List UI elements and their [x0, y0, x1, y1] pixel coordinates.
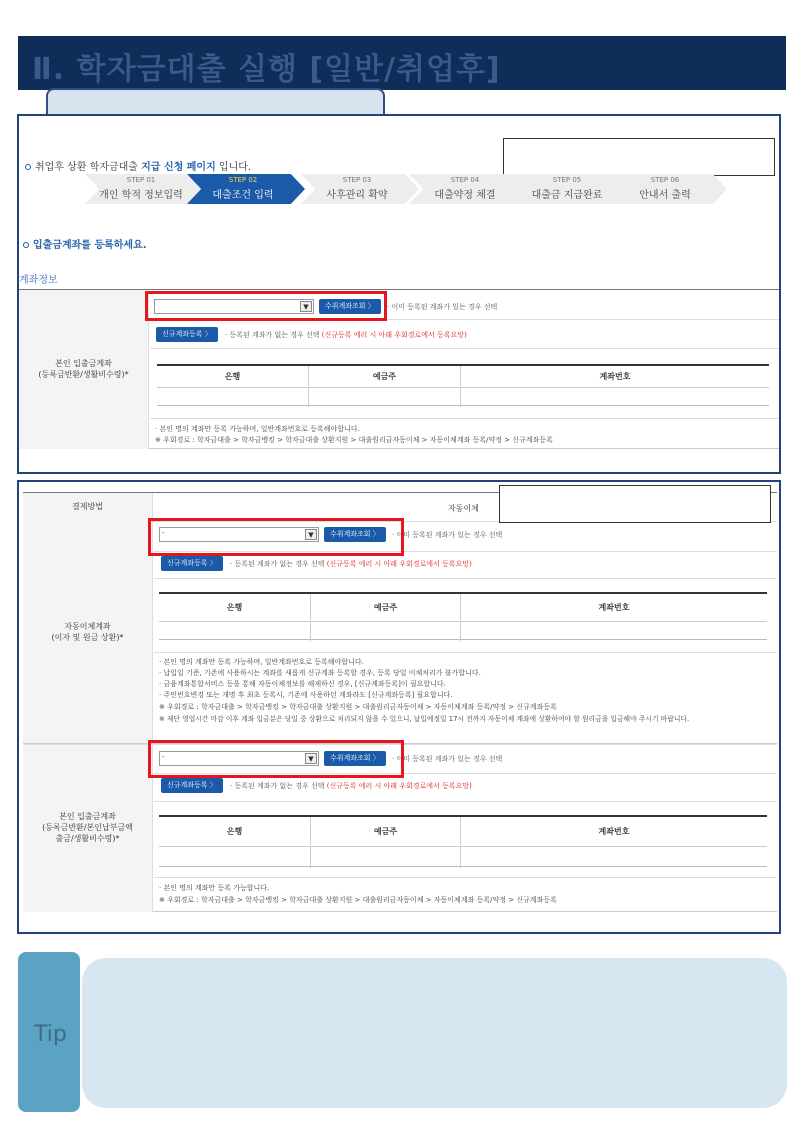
account-info-heading: 계좌정보	[19, 275, 58, 286]
col-account-number: 계좌번호	[598, 826, 630, 836]
holder-cell	[309, 387, 461, 407]
note: · 본인 명의 계좌만 등록 가능합니다.	[159, 884, 270, 892]
divider	[150, 348, 779, 349]
warning-note: ※ 재단 영업시간 마감 이후 계좌 입금분은 당일 중 상환으로 처리되지 않을 수 있으니, 납입예정일 17시 전까지 자동이체 계좌에 상환하여야 할 원리금을 입금해야 주시기 바랍니다.	[159, 715, 690, 723]
bank-cell	[157, 387, 309, 407]
route-note: ※ 우회경로 : 학자금대출 > 학자금뱅킹 > 학자금대출 상환지원 > 대출원리금자동이체 > 자동이체계좌 등록/약정 > 신규계좌등록	[159, 703, 557, 711]
intro-highlight: 지급 신청 페이지	[141, 162, 216, 173]
step-progress: STEP 01 개인 학적 정보입력 STEP 02 대출조건 입력 STEP 03 사후관리 확약 STEP 04 대출약정 체결 STEP 05 대출금 지급완료 STEP 06 안내서 출력	[85, 174, 725, 204]
new-hint: · 등록된 계좌가 없는 경우 선택 (신규등록 에러 시 아래 우회경로에서 등록요망)	[225, 331, 467, 339]
account-number-cell	[461, 621, 767, 641]
highlight-box	[148, 518, 404, 556]
payment-method-label: 결제방법	[23, 493, 153, 522]
lookup-auto-account-button[interactable]: 수취계좌조회 〉	[324, 527, 386, 542]
note: · 주민번호변경 또는 개명 후 최초 등록시, 기존에 사용하던 계좌라도 [신규계좌등록] 필요합니다.	[159, 691, 453, 699]
divider	[154, 801, 777, 802]
note: · 본인 명의 계좌만 등록 가능하며, 일반계좌번호로 등록해야합니다.	[155, 425, 360, 433]
page-title: Ⅱ. 학자금대출 실행 [일반/취업후]	[32, 52, 501, 87]
chevron-down-icon: ▼	[300, 301, 312, 312]
auto-detail-table	[159, 592, 767, 640]
account-table	[19, 289, 779, 449]
new-account2-button[interactable]: 신규계좌등록 〉	[161, 778, 223, 793]
lookup-account2-button[interactable]: 수취계좌조회 〉	[324, 751, 386, 766]
col-bank: 은행	[159, 817, 311, 845]
divider	[154, 877, 777, 878]
bank-cell	[159, 621, 311, 641]
intro-text	[25, 158, 251, 173]
highlight-box	[145, 291, 387, 321]
col-holder: 예금주	[311, 817, 461, 845]
account-label: 본인 입출금계좌 (등록금반환/생활비수령)*	[19, 290, 149, 449]
tip-label: Tip	[34, 1022, 67, 1047]
chevron-down-icon: ▼	[305, 753, 317, 764]
holder-cell	[311, 621, 461, 641]
new-hint: · 등록된 계좌가 없는 경우 선택 (신규등록 에러 시 아래 우회경로에서 등록요망)	[230, 560, 472, 568]
lookup-hint: · 이미 등록된 계좌가 있는 경우 선택	[392, 755, 503, 763]
col-bank: 은행	[157, 366, 309, 386]
account2-select[interactable]: - ▼	[159, 751, 319, 766]
bullet-icon	[25, 164, 31, 170]
col-account-number: 계좌번호	[598, 602, 630, 612]
bullet-icon	[23, 242, 29, 248]
col-holder: 예금주	[309, 366, 461, 386]
intro-suffix: 입니다.	[215, 162, 252, 173]
caption-box	[503, 138, 775, 176]
intro-prefix: 취업후 상환 학자금대출	[35, 162, 142, 173]
payment-method-value: 자동이체	[448, 504, 479, 513]
lookup-account-button[interactable]: 수취계좌조회 〉	[319, 299, 381, 314]
new-hint: · 등록된 계좌가 없는 경우 선택 (신규등록 에러 시 아래 우회경로에서 등록요망)	[230, 782, 472, 790]
account-panel	[17, 114, 781, 474]
divider	[154, 652, 777, 653]
account-detail-table	[157, 364, 769, 406]
account2-detail-table	[159, 815, 767, 867]
caption-box	[499, 485, 771, 523]
tip-panel	[82, 958, 787, 1108]
note: · 금융계좌통합서비스 등을 통해 자동이체정보를 해제하신 경우, [신규계좌등록]이 필요합니다.	[159, 680, 446, 688]
new-account-button[interactable]: 신규계좌등록 〉	[156, 327, 218, 342]
holder-cell	[311, 846, 461, 868]
col-holder: 예금주	[311, 594, 461, 620]
lookup-hint: · 이미 등록된 계좌가 있는 경우 선택	[392, 531, 503, 539]
auto-transfer-label: 자동이체계좌 (이자 및 원금 상환)*	[23, 522, 153, 743]
highlight-box	[148, 740, 404, 778]
route-note: ※ 우회경로 : 학자금대출 > 학자금뱅킹 > 학자금대출 상환지원 > 대출원리금자동이체 > 자동이체계좌 등록/약정 > 신규계좌등록	[159, 896, 557, 904]
account-number-cell	[461, 846, 767, 868]
route-note: ※ 우회경로 : 학자금대출 > 학자금뱅킹 > 학자금대출 상환지원 > 대출원리금자동이체 > 자동이체계좌 등록/약정 > 신규계좌등록	[155, 436, 553, 444]
lookup-hint: · 이미 등록된 계좌가 있는 경우 선택	[387, 303, 498, 311]
payment-panel	[17, 480, 781, 934]
note: · 납입일 기준, 기존에 사용하시는 계좌를 새롭게 신규계좌 등록할 경우, 등록 당일 이체처리가 불가합니다.	[159, 669, 481, 677]
account-number-cell	[461, 387, 769, 407]
account2-label: 본인 입출금계좌 (등록금반환/본인납부금액 출금/생활비수령)*	[23, 745, 153, 912]
divider	[150, 418, 779, 419]
chevron-down-icon: ▼	[305, 529, 317, 540]
note: · 본인 명의 계좌만 등록 가능하며, 일반계좌번호로 등록해야합니다.	[159, 658, 364, 666]
new-auto-account-button[interactable]: 신규계좌등록 〉	[161, 556, 223, 571]
bank-cell	[159, 846, 311, 868]
auto-account-select[interactable]: - ▼	[159, 527, 319, 542]
divider	[154, 578, 777, 579]
section-title: 입출금계좌를 등록하세요.	[23, 236, 147, 251]
col-bank: 은행	[159, 594, 311, 620]
col-account-number: 계좌번호	[599, 371, 631, 381]
